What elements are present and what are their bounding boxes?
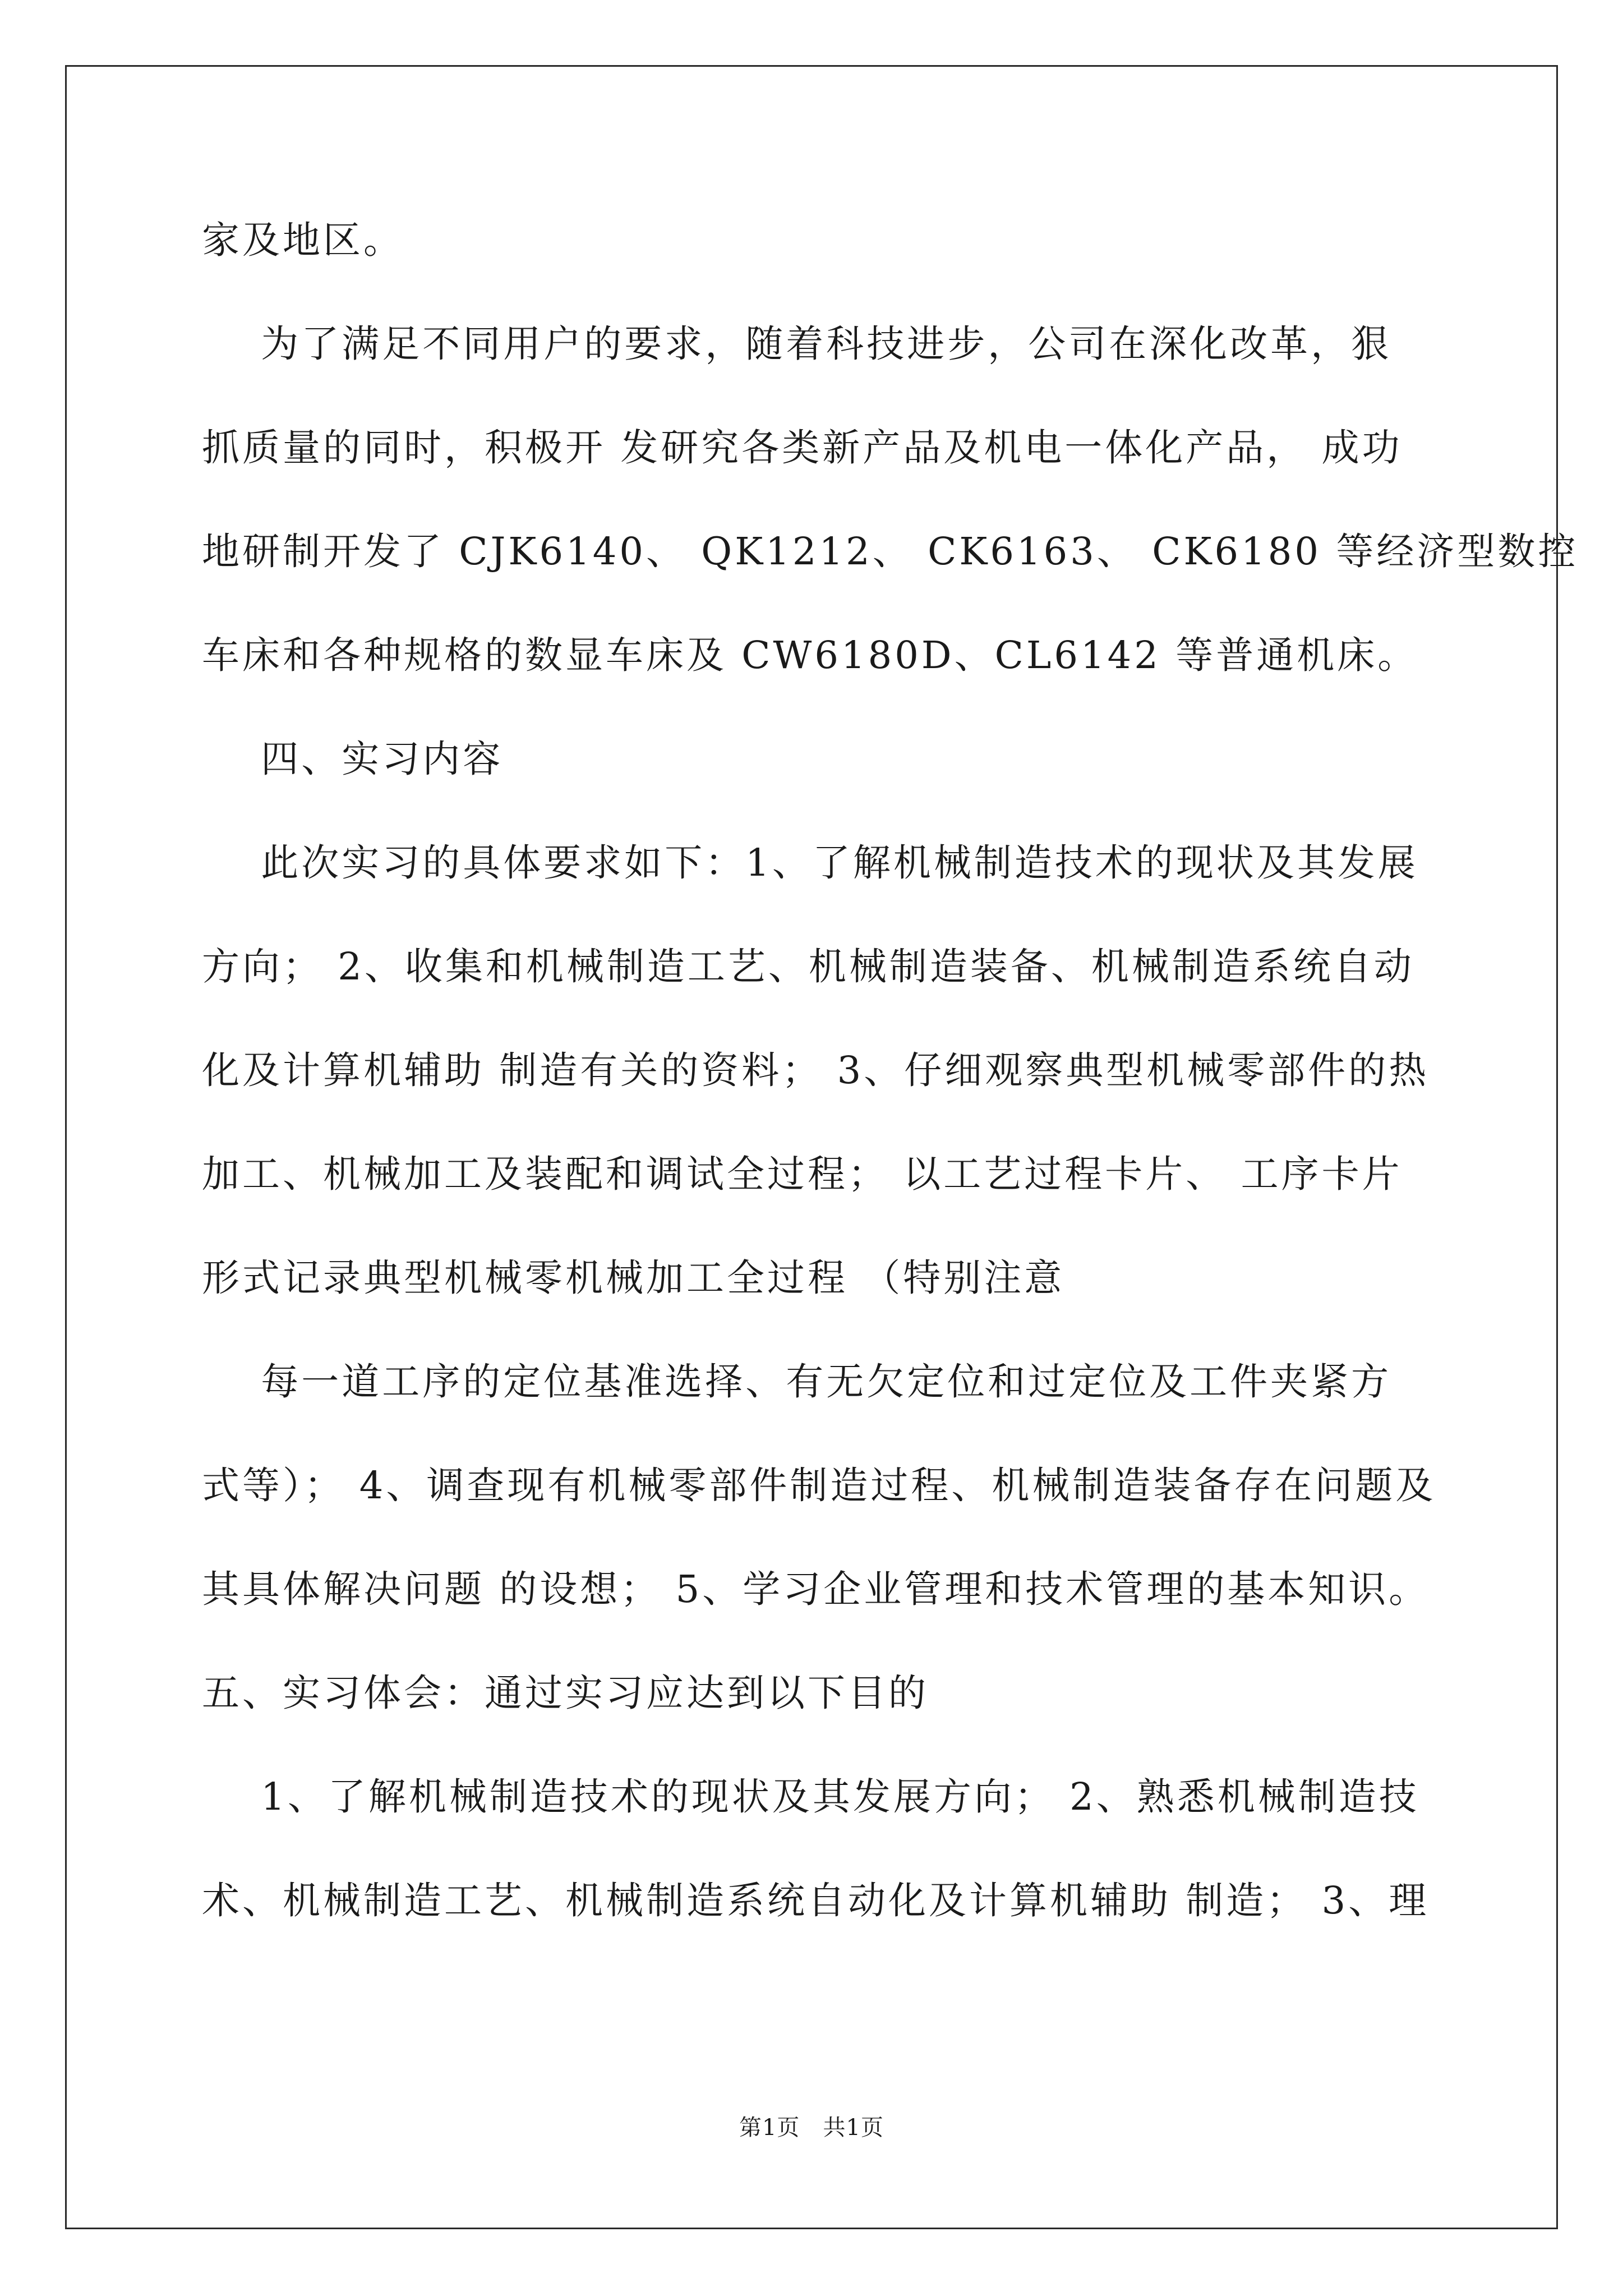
body-line: 为了满足不同用户的要求，随着科技进步，公司在深化改革，狠 bbox=[202, 322, 1392, 366]
body-line: 家及地区。 bbox=[202, 218, 404, 262]
body-line: 每一道工序的定位基准选择、有无欠定位和过定位及工件夹紧方 bbox=[202, 1360, 1392, 1404]
body-line: 地研制开发了 CJK6140、 QK1212、 CK6163、 CK6180 等经济型数控 bbox=[202, 530, 1579, 573]
body-line: 化及计算机辅助 制造有关的资料； 3、仔细观察典型机械零部件的热 bbox=[202, 1048, 1430, 1092]
body-line: 车床和各种规格的数显车床及 CW6180D、CL6142 等普通机床。 bbox=[202, 633, 1418, 677]
body-line: 术、机械制造工艺、机械制造系统自动化及计算机辅助 制造； 3、理 bbox=[202, 1879, 1430, 1922]
body-line: 加工、机械加工及装配和调试全过程； 以工艺过程卡片、 工序卡片 bbox=[202, 1152, 1403, 1196]
section-heading: 五、实习体会：通过实习应达到以下目的 bbox=[202, 1671, 929, 1715]
body-line: 1、了解机械制造技术的现状及其发展方向； 2、熟悉机械制造技 bbox=[202, 1775, 1419, 1819]
page-number-footer: 第1页 共1页 bbox=[739, 2115, 884, 2141]
body-line: 其具体解决问题 的设想； 5、学习企业管理和技术管理的基本知识。 bbox=[202, 1567, 1430, 1611]
body-line: 形式记录典型机械零机械加工全过程 （特别注意 bbox=[202, 1256, 1065, 1300]
body-line: 式等）； 4、调查现有机械零部件制造过程、机械制造装备存在问题及 bbox=[202, 1464, 1436, 1507]
body-line: 抓质量的同时，积极开 发研究各类新产品及机电一体化产品， 成功 bbox=[202, 426, 1403, 470]
body-line: 此次实习的具体要求如下：1、了解机械制造技术的现状及其发展 bbox=[202, 841, 1418, 885]
section-heading: 四、实习内容 bbox=[202, 737, 504, 781]
body-line: 方向； 2、收集和机械制造工艺、机械制造装备、机械制造系统自动 bbox=[202, 945, 1414, 988]
